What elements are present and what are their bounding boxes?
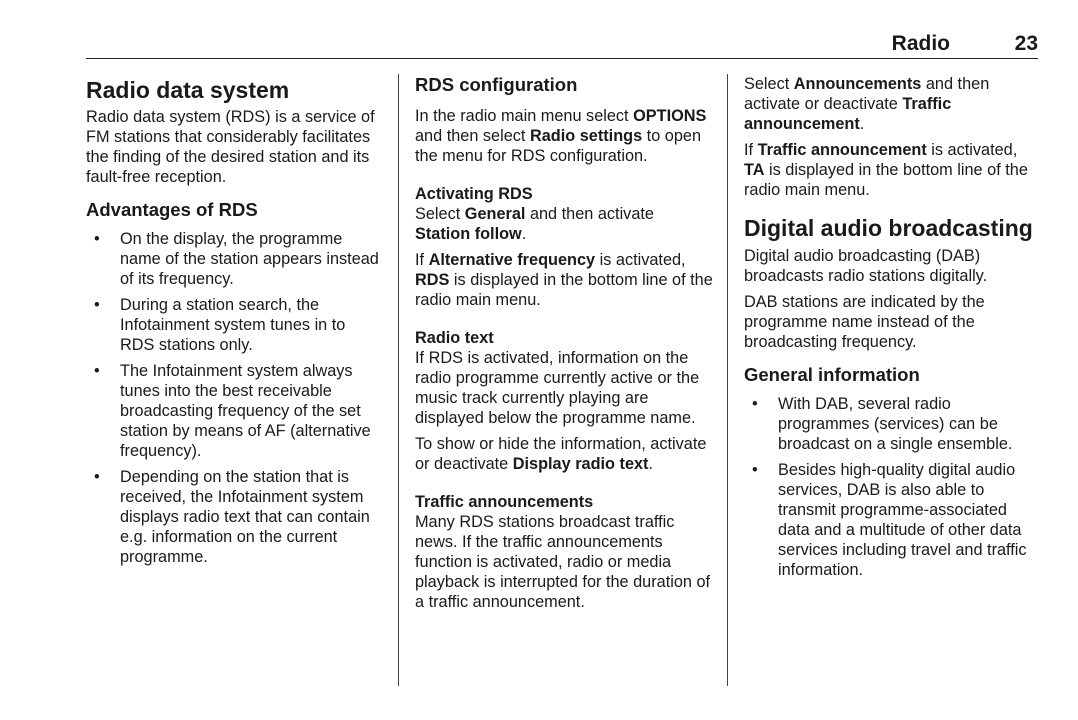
bullet-icon: • (94, 362, 100, 380)
bullet-list (86, 229, 384, 567)
column-divider (398, 74, 399, 686)
paragraph: If Alternative frequency is activated, RDS is displayed in the bottom line of the radio main menu. (415, 251, 713, 309)
section-heading: Radio data system (86, 77, 290, 103)
bullet-icon: • (94, 468, 100, 486)
paragraph: If RDS is activated, information on the radio programme currently active or the music track currently playing are displayed below the programme name. (415, 349, 700, 427)
bullet-icon: • (94, 230, 100, 248)
column-3 (744, 74, 1042, 586)
list-item: • During a station search, the Infotainment system tunes in to RDS stations only. (94, 296, 346, 354)
subheading: Activating RDS (415, 185, 533, 203)
subheading: Radio text (415, 329, 494, 347)
bullet-icon: • (752, 461, 758, 479)
page-header (86, 32, 1038, 59)
column-2 (415, 74, 713, 618)
list-item: • On the display, the programme name of the station appears instead of its frequency. (94, 230, 379, 288)
paragraph: Radio data system (RDS) is a service of FM stations that considerably facilitates the finding of the desired station and its fault-free reception. (86, 108, 375, 186)
paragraph: DAB stations are indicated by the programme name instead of the broadcasting frequency. (744, 293, 985, 351)
list-item: • Depending on the station that is received, the Infotainment system displays radio text that can contain e.g. information on the current programme. (94, 468, 370, 566)
page-number: 23 (1014, 32, 1038, 55)
column-divider (727, 74, 728, 686)
section-heading: Digital audio broadcasting (744, 215, 1033, 241)
paragraph: Digital audio broadcasting (DAB) broadcasts radio stations digitally. (744, 247, 988, 285)
paragraph: Many RDS stations broadcast traffic news. If the traffic announcements function is activated, radio or media playback is interrupted for the duration of a traffic announcement. (415, 513, 711, 611)
header-title: Radio (891, 32, 950, 55)
list-item: • Besides high-quality digital audio services, DAB is also able to transmit programme-associated data and a multitude of other data services including travel and traffic information. (752, 461, 1027, 579)
list-item: • With DAB, several radio programmes (services) can be broadcast on a single ensemble. (752, 395, 1013, 453)
paragraph: If Traffic announcement is activated, TA is displayed in the bottom line of the radio main menu. (744, 141, 1028, 199)
bullet-icon: • (94, 296, 100, 314)
paragraph: Select General and then activate Station follow. (415, 205, 654, 243)
subheading: Advantages of RDS (86, 199, 258, 220)
paragraph: In the radio main menu select OPTIONS and then select Radio settings to open the menu for RDS configuration. (415, 107, 707, 165)
subheading: General information (744, 364, 920, 385)
paragraph: To show or hide the information, activate or deactivate Display radio text. (415, 435, 707, 473)
bullet-icon: • (752, 395, 758, 413)
bullet-list (744, 394, 1042, 580)
paragraph: Select Announcements and then activate or deactivate Traffic announcement. (744, 75, 990, 133)
list-item: • The Infotainment system always tunes into the best receivable broadcasting frequency of the set station by means of AF (alternative frequency). (94, 362, 371, 460)
section-heading: RDS configuration (415, 74, 578, 95)
column-1 (86, 74, 384, 573)
subheading: Traffic announcements (415, 493, 594, 511)
